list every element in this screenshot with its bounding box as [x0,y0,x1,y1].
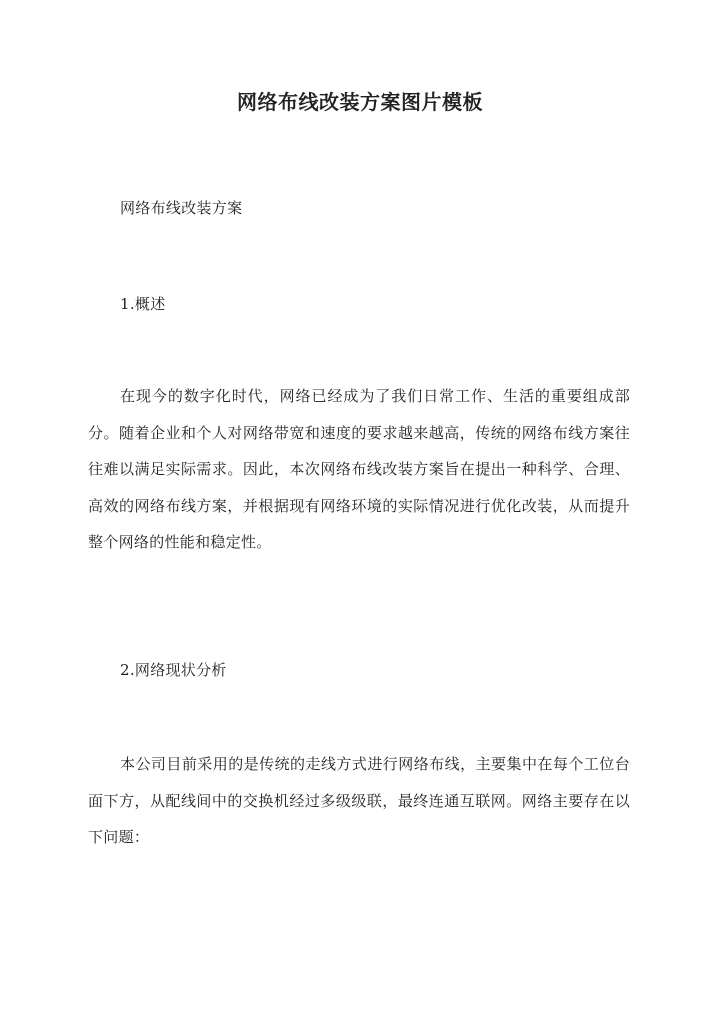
document-subtitle: 网络布线改装方案 [120,199,243,217]
document-title: 网络布线改装方案图片模板 [237,90,483,114]
section-paragraph-overview: 在现今的数字化时代，网络已经成为了我们日常工作、生活的重要组成部分。随着企业和个人对网络带宽和速度的要求越来越高，传统的网络布线方案往往难以满足实际需求。因此，本次网络布线改装方案旨在提出一种科学、合理、高效的网络布线方案，并根据现有网络环境的实际情况进行优化改装，从而提升整个网络的性能和稳定性。 [88,387,630,551]
section-heading-network-status: 2.网络现状分析 [120,661,227,679]
section-paragraph-network-status: 本公司目前采用的是传统的走线方式进行网络布线，主要集中在每个工位台面下方，从配线间中的交换机经过多级级联，最终连通互联网。网络主要存在以下问题： [88,755,630,846]
section-heading-overview: 1.概述 [120,295,166,313]
